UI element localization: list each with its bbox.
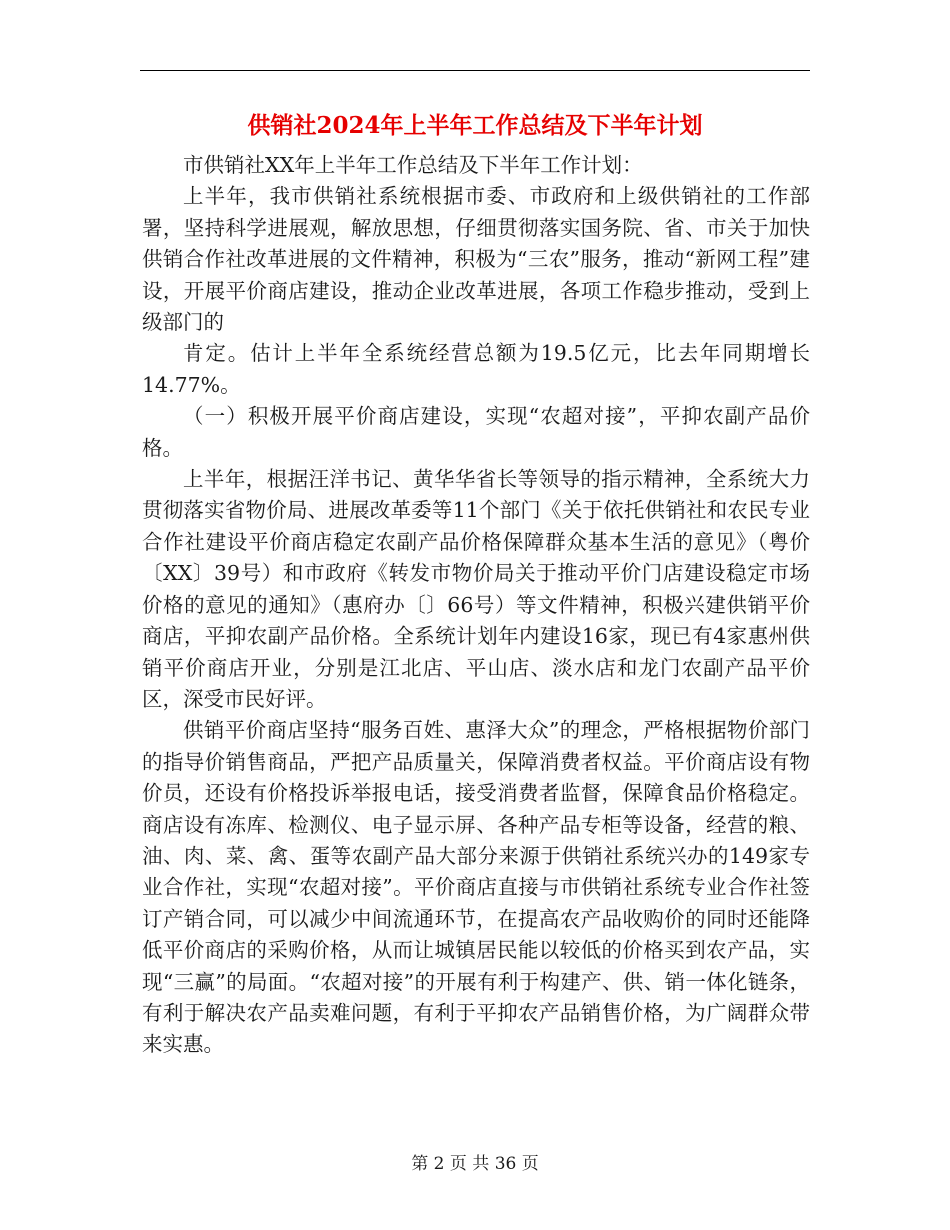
document-body <box>142 150 810 1061</box>
page-number-footer: 第 2 页 共 36 页 <box>411 1154 539 1174</box>
paragraph-store-operation: 供销平价商店坚持“服务百姓、惠泽大众”的理念，严格根据物价部门的指导价销售商品，严把产品质量关，保障消费者权益。平价商店设有物价员，还设有价格投诉举报电话，接受消费者监督，保障食品价格稳定。商店设有冻库、检测仪、电子显示屏、各种产品专柜等设备，经营的粮、油、肉、菜、禽、蛋等农副产品大部分来源于供销社系统兴办的149家专业合作社，实现“农超对接”。平价商店直接与市供销社系统专业合作社签订产销合同，可以减少中间流通环节，在提高农产品收购价的同时还能降低平价商店的采购价格，从而让城镇居民能以较低的价格买到农产品，实现“三赢”的局面。“农超对接”的开展有利于构建产、供、销一体化链条，有利于解决农产品卖难问题，有利于平抑农产品销售价格，为广阔群众带来实惠。 <box>142 718 810 1057</box>
paragraph-intro: 市供销社XX年上半年工作总结及下半年工作计划： <box>183 153 643 177</box>
paragraph-sales-total: 肯定。估计上半年全系统经营总额为19.5亿元，比去年同期增长14.77%。 <box>142 341 810 397</box>
paragraph-store-construction: 上半年，根据汪洋书记、黄华华省长等领导的指示精神，全系统大力贯彻落实省物价局、进展改革委等11个部门《关于依托供销社和农民专业合作社建设平价商店稳定农副产品价格保障群众基本生活的意见》（粤价〔XX〕39号）和市政府《转发市物价局关于推动平价门店建设稳定市场价格的意见的通知》（惠府办〔〕66号）等文件精神，积极兴建供销平价商店，平抑农副产品价格。全系统计划年内建设16家，现已有4家惠州供销平价商店开业，分别是江北店、平山店、淡水店和龙门农副产品平价区，深受市民好评。 <box>142 467 810 711</box>
document-title: 供销社2024年上半年工作总结及下半年计划 <box>247 112 703 139</box>
header-rule <box>140 70 810 71</box>
paragraph-section-heading: （一）积极开展平价商店建设，实现“农超对接”，平抑农副产品价格。 <box>142 404 810 460</box>
paragraph-overview: 上半年，我市供销社系统根据市委、市政府和上级供销社的工作部署，坚持科学进展观，解放思想，仔细贯彻落实国务院、省、市关于加快供销合作社改革进展的文件精神，积极为“三农”服务，推动“新网工程”建设，开展平价商店建设，推动企业改革进展，各项工作稳步推动，受到上级部门的 <box>142 184 810 335</box>
